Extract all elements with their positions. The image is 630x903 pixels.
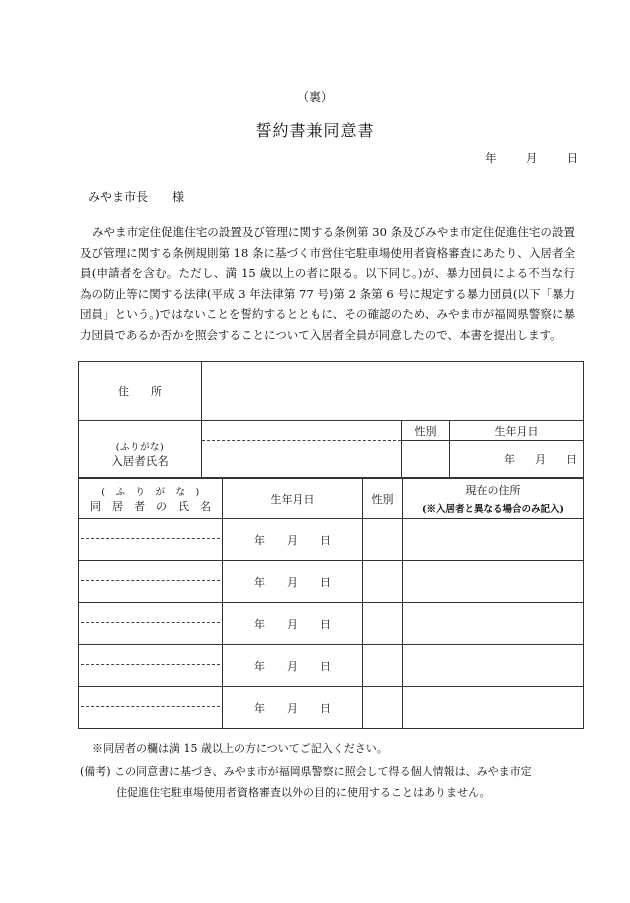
cohabitant-address-field[interactable]	[403, 645, 584, 687]
remarks-line-1: (備考) この同意書に基づき、みやま市が福岡県警察に照会して得る個人情報は、みやま市定	[80, 765, 532, 778]
table-row	[79, 687, 584, 729]
cohabitant-name-header	[79, 479, 223, 519]
cohabitant-name-field[interactable]	[79, 561, 223, 603]
birthdate-label: 生年月日	[450, 421, 584, 441]
cohabitant-birthdate-header: 生年月日	[223, 479, 363, 519]
resident-name-label-cell	[79, 421, 202, 478]
cohabitant-address-field[interactable]	[403, 519, 584, 561]
sex-label: 性別	[402, 421, 450, 441]
resident-name-field[interactable]	[202, 441, 402, 478]
remarks-line-2: 住促進住宅駐車場使用者資格審査以外の目的に使用することはありません。	[116, 786, 491, 799]
date-month-label: 月	[525, 151, 538, 165]
cohabitant-sex-field[interactable]	[363, 561, 403, 603]
cohabitant-address-note: (※入居者と異なる場合のみ記入)	[422, 504, 564, 515]
cohabitant-name-field[interactable]	[79, 519, 223, 561]
table-row	[79, 645, 584, 687]
cohabitant-sex-field[interactable]	[363, 519, 403, 561]
date-day-label: 日	[566, 151, 579, 165]
cohabitant-name-field[interactable]	[79, 603, 223, 645]
addressee: みやま市長 様	[88, 190, 185, 204]
birth-month-label: 月	[535, 453, 547, 466]
cohabitant-birthdate-field[interactable]: 年 月 日	[223, 687, 363, 729]
cohabitant-name-field[interactable]	[79, 687, 223, 729]
birth-year-label: 年	[504, 453, 516, 466]
table-row	[79, 561, 584, 603]
cohabitant-address-label: 現在の住所	[465, 484, 521, 497]
address-label: 住 所	[79, 362, 202, 421]
cohabitant-sex-field[interactable]	[363, 603, 403, 645]
cohabitant-sex-field[interactable]	[363, 645, 403, 687]
date-year-label: 年	[485, 151, 497, 165]
sex-field[interactable]	[402, 441, 450, 478]
side-label: （裏）	[296, 90, 333, 104]
birth-day-label: 日	[566, 453, 578, 466]
birthdate-field[interactable]	[450, 441, 584, 478]
cohabitant-name-label: 同 居 者 の 氏 名	[90, 499, 211, 513]
cohabitant-sex-field[interactable]	[363, 687, 403, 729]
cohabitant-name-field[interactable]	[79, 645, 223, 687]
cohabitant-address-field[interactable]	[403, 561, 584, 603]
cohabitant-table	[78, 478, 584, 729]
cohabitant-birthdate-field[interactable]: 年 月 日	[223, 561, 363, 603]
cohabitant-note: ※同居者の欄は満 15 歳以上の方についてご記入ください。	[92, 742, 388, 755]
pledge-body-text: みやま市定住促進住宅の設置及び管理に関する条例第 30 条及びみやま市定住促進住宅の設置及び管理に関する条例規則第 18 条に基づく市営住宅駐車場使用者資格審査にあたり、入居者全員(申請者を含む。ただし、満 15 歳以上の者に限る。以下同じ。)が、暴力団員による不当な行為の防止等に関する法律(平成 3 年法律第 77 号)第 2 条第 6 号に規定する暴力団員(以下「暴力団員」という。)ではないことを誓約するとともに、その確認のため、みやま市が福岡県警察に暴力団員であるか否かを照会することについて入居者全員が同意したので、本書を提出します。	[80, 225, 575, 342]
remarks-note	[80, 761, 580, 803]
document-title: 誓約書兼同意書	[255, 121, 375, 140]
cohabitant-address-header	[403, 479, 584, 519]
cohabitant-birthdate-field[interactable]: 年 月 日	[223, 645, 363, 687]
date-line	[485, 150, 578, 166]
cohabitant-furigana-label: ( ふ り が な )	[101, 486, 200, 498]
address-field[interactable]	[202, 362, 584, 421]
cohabitant-birthdate-field[interactable]: 年 月 日	[223, 519, 363, 561]
cohabitant-address-field[interactable]	[403, 687, 584, 729]
table-row	[79, 603, 584, 645]
furigana-label: (ふりがな)	[115, 442, 165, 453]
cohabitant-birthdate-field[interactable]: 年 月 日	[223, 603, 363, 645]
furigana-field[interactable]	[202, 421, 402, 441]
resident-name-label: 入居者氏名	[111, 454, 169, 468]
cohabitant-sex-header: 性別	[363, 479, 403, 519]
table-row	[79, 519, 584, 561]
cohabitant-address-field[interactable]	[403, 603, 584, 645]
applicant-table	[78, 361, 584, 478]
